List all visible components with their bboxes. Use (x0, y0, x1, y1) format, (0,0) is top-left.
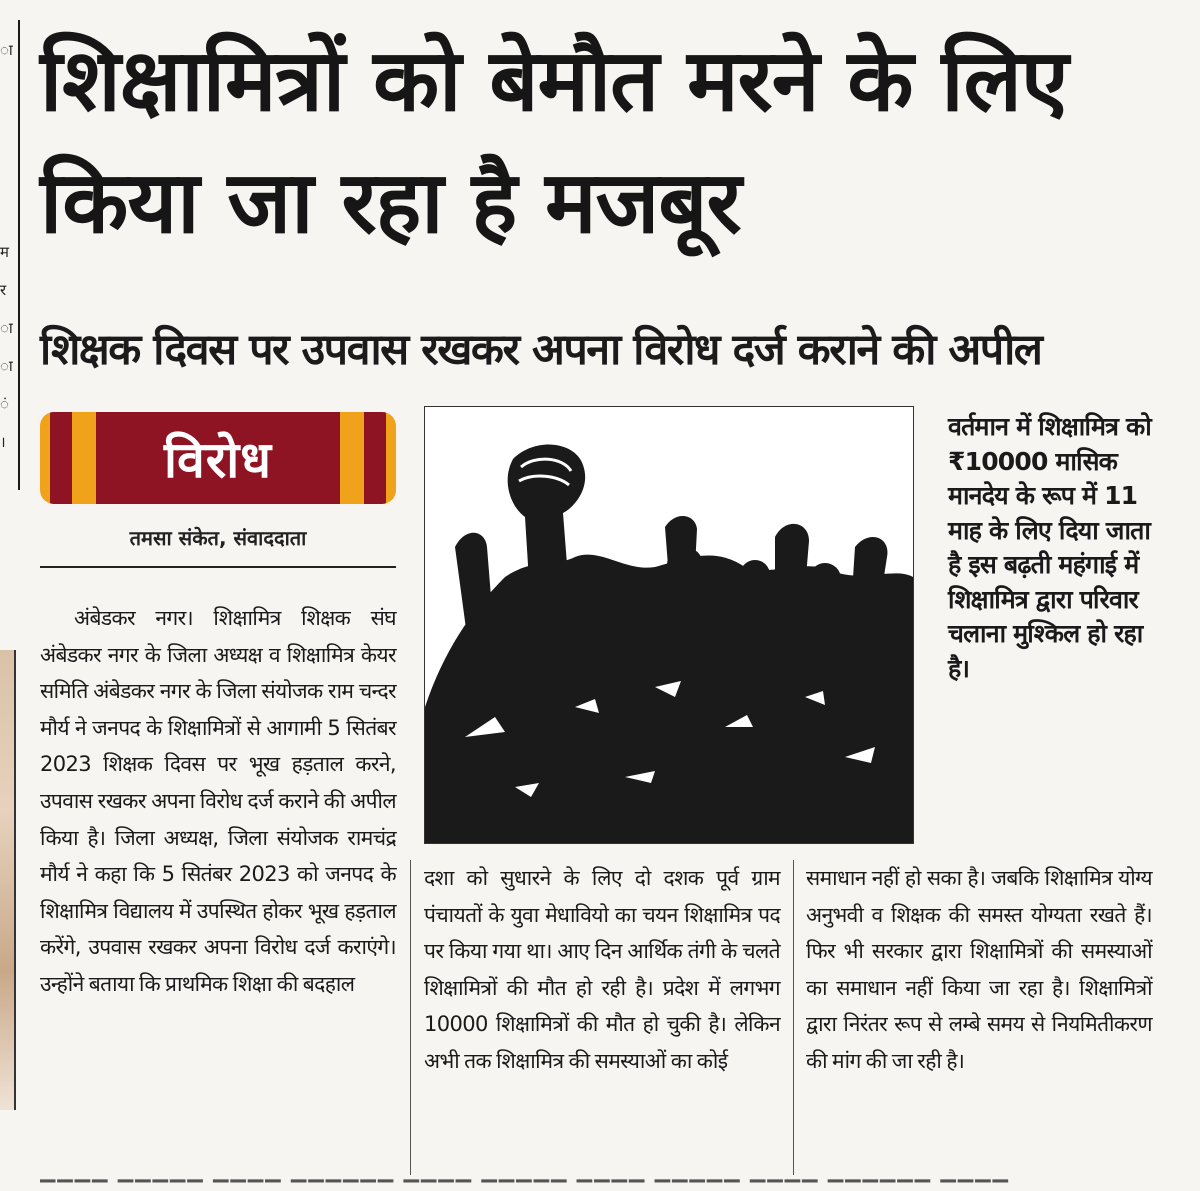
adjacent-article-fragment: ा (0, 319, 13, 337)
column-divider (18, 20, 20, 490)
byline-divider (40, 566, 396, 568)
article-column-2: दशा को सुधारने के लिए दो दशक पूर्व ग्राम पंचायतों के युवा मेधावियो का चयन शिक्षामित्र पद पर किया गया था। आए दिन आर्थिक तंगी के चलते शिक्षामित्रों की मौत हो रही है। प्रदेश में लगभग 10000 शिक्षामित्रों की मौत हो चुकी है। लेकिन अभी तक शिक्षामित्र की समस्याओं का कोई (424, 866, 780, 1073)
badge-stripe-right (364, 412, 386, 504)
column-divider (793, 860, 794, 1175)
subheadline: शिक्षक दिवस पर उपवास रखकर अपना विरोध दर्ज कराने की अपील (40, 325, 1042, 375)
adjacent-photo-edge (0, 650, 16, 1110)
article-column-3: समाधान नहीं हो सका है। जबकि शिक्षामित्र योग्य अनुभवी व शिक्षक की समस्त योग्यता रखते हैं। फिर भी सरकार द्वारा शिक्षामित्रों की समस्याओं का समाधान नहीं किया जा रहा है। शिक्षामित्रों द्वारा निरंतर रूप से लम्बे समय से नियमितीकरण की मांग की जा रही है। (806, 866, 1152, 1073)
article-column-1: अंबेडकर नगर। शिक्षामित्र शिक्षक संघ अंबेडकर नगर के जिला अध्यक्ष व शिक्षामित्र केयर समिति अंबेडकर नगर के जिला संयोजक राम चन्दर मौर्य ने जनपद के शिक्षामित्रों से आगामी 5 सितंबर 2023 शिक्षक दिवस पर भूख हड़ताल करने, उपवास रखकर अपना विरोध दर्ज कराने की अपील किया है। जिला अध्यक्ष, जिला संयोजक रामचंद्र मौर्य ने कहा कि 5 सितंबर 2023 को जनपद के शिक्षामित्र विद्यालय में उपस्थित होकर भूख हड़ताल करेंगे, उपवास रखकर अपना विरोध दर्ज कराएंगे। उन्होंने बताया कि प्राथमिक शिक्षा की बदहाल (40, 606, 396, 996)
adjacent-article-fragment: ा (0, 41, 13, 59)
section-label: विरोध (164, 431, 272, 489)
protest-photo (424, 406, 914, 844)
adjacent-article-fragment: म (0, 243, 9, 261)
headline: शिक्षामित्रों को बेमौत मरने के लिए किया जा रहा है मजबूर (40, 31, 1068, 253)
section-badge (40, 412, 396, 504)
pull-quote: वर्तमान में शिक्षामित्र को ₹10000 मासिक मानदेय के रूप में 11 माह के लिए दिया जाता है इस बढ़ती महंगाई में शिक्षामित्र द्वारा परिवार चलाना मुश्किल हो रहा है। (948, 412, 1151, 683)
adjacent-article-fragment: र (0, 281, 7, 299)
adjacent-article-fragment: ं (0, 395, 9, 413)
adjacent-article-fragment: ा (0, 357, 13, 375)
protest-crowd-illustration (425, 407, 913, 843)
column-divider (410, 860, 411, 1175)
badge-band (96, 412, 340, 504)
badge-stripe-left (50, 412, 72, 504)
adjacent-article-fragment: । (0, 433, 6, 451)
cut-off-text-line: ▔▔▔▔ ▔▔▔▔▔ ▔▔▔▔ ▔▔▔▔▔▔ ▔▔▔▔ ▔▔▔▔▔ ▔▔▔▔ ▔▔▔▔▔ ▔▔▔▔ ▔▔▔▔▔▔ ▔▔▔▔ (40, 1179, 1010, 1191)
byline: तमसा संकेत, संवाददाता (129, 526, 307, 550)
